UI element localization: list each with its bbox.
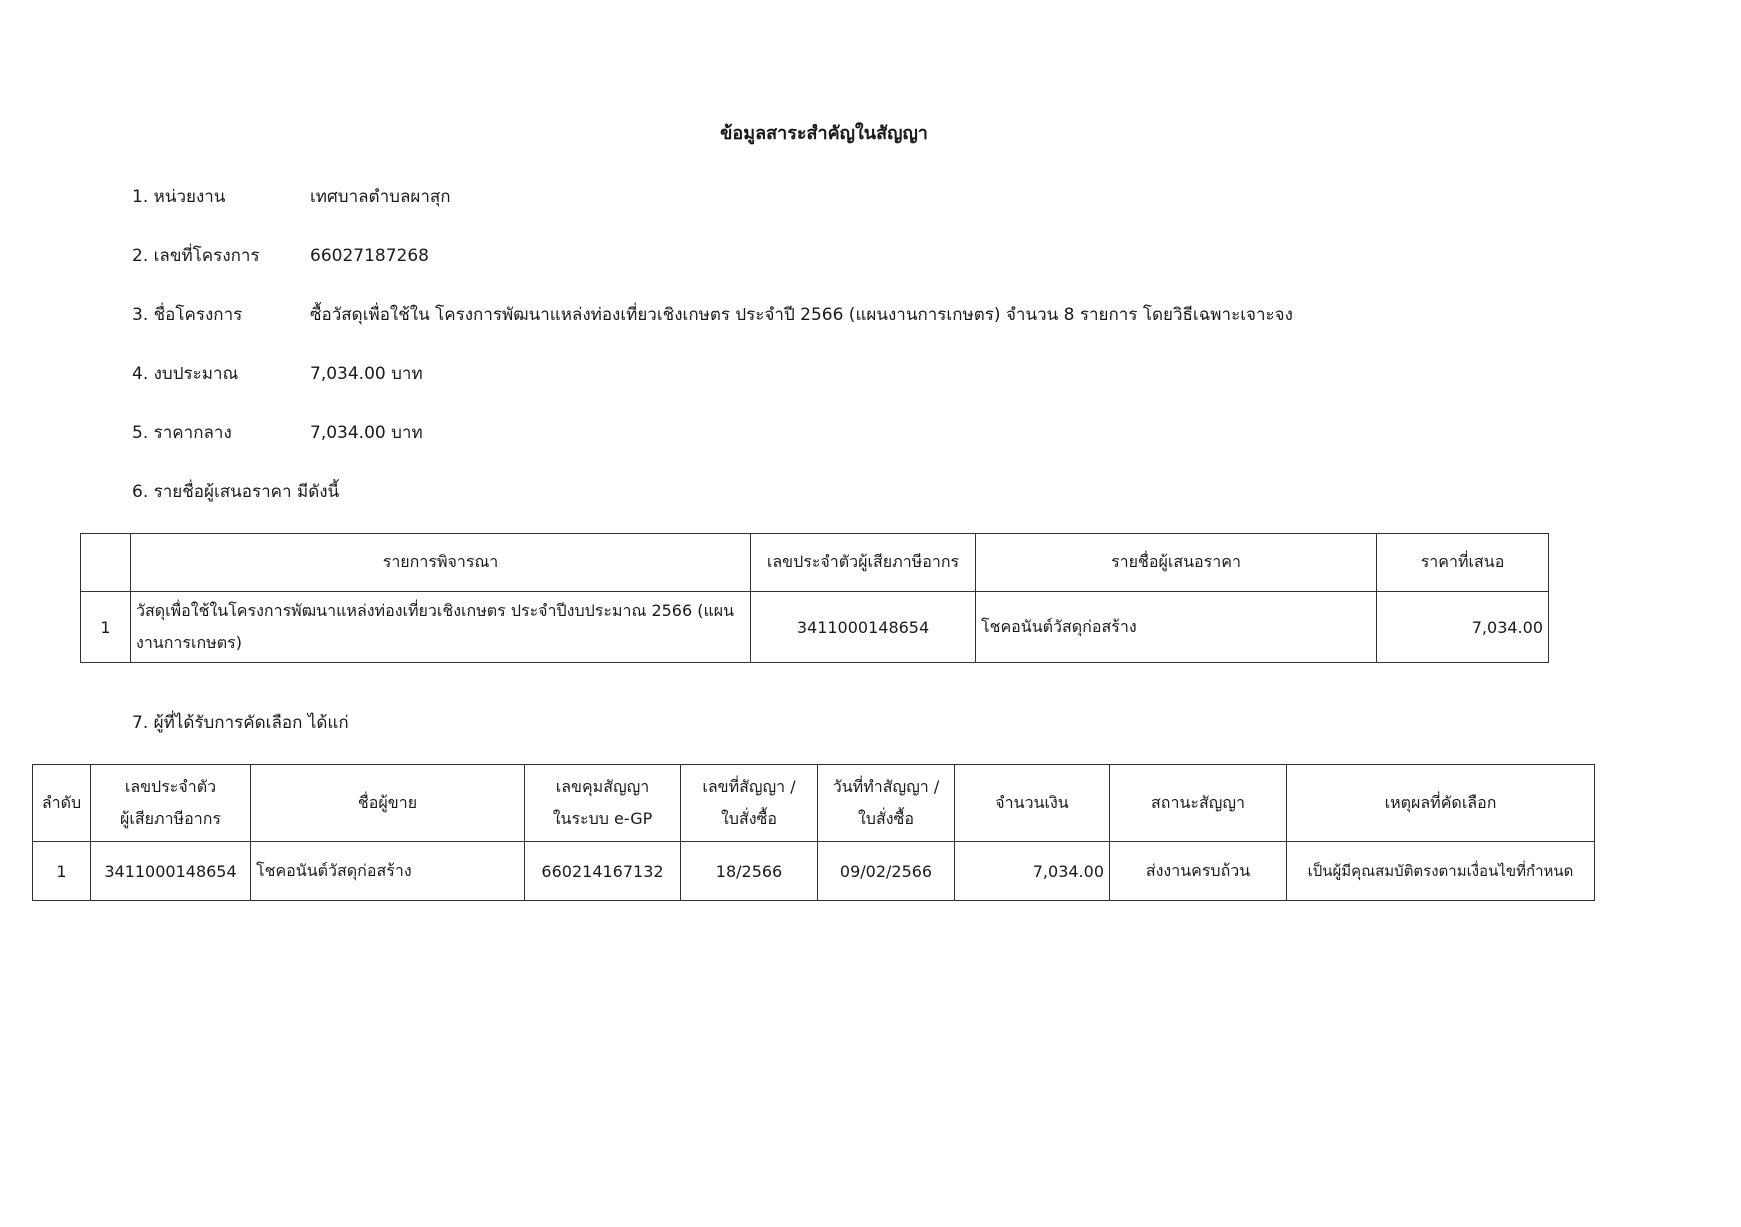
header-line: เลขคุมสัญญา (555, 777, 650, 796)
tax-id: 3411000148654 (751, 592, 976, 663)
section-6-heading: 6. รายชื่อผู้เสนอราคา มีดังนี้ (132, 482, 340, 502)
column-header-seq: ลำดับ (33, 765, 91, 842)
page-title: ข้อมูลสาระสำคัญในสัญญา (720, 123, 928, 144)
table-row (81, 592, 1549, 663)
column-header-seller: ชื่อผู้ขาย (251, 765, 525, 842)
column-header (81, 534, 131, 592)
header-line: เลขประจำตัว (124, 777, 217, 796)
info-label: 2. เลขที่โครงการ (132, 246, 260, 266)
column-header-reason: เหตุผลที่คัดเลือก (1287, 765, 1595, 842)
column-header: เลขประจำตัวผู้เสียภาษีอากร (751, 534, 976, 592)
section-7-heading: 7. ผู้ที่ได้รับการคัดเลือก ได้แก่ (132, 713, 349, 733)
column-header-control-no (525, 765, 681, 842)
column-header-amount: จำนวนเงิน (955, 765, 1110, 842)
info-value: 7,034.00 บาท (310, 364, 423, 384)
info-value: เทศบาลตำบลผาสุก (310, 187, 451, 207)
table-header-row (81, 534, 1549, 592)
bidder-name: โชคอนันต์วัสดุก่อสร้าง (976, 592, 1377, 663)
info-label: 3. ชื่อโครงการ (132, 305, 243, 325)
info-label: 1. หน่วยงาน (132, 187, 226, 207)
row-number: 1 (81, 592, 131, 663)
column-header-contract-no (681, 765, 818, 842)
header-line: ใบสั่งซื้อ (857, 809, 914, 828)
control-number: 660214167132 (525, 842, 681, 901)
column-header-contract-date (818, 765, 955, 842)
amount: 7,034.00 (955, 842, 1110, 901)
seq-number: 1 (33, 842, 91, 901)
header-line: ผู้เสียภาษีอากร (120, 809, 221, 828)
selection-reason: เป็นผู้มีคุณสมบัติตรงตามเงื่อนไขที่กำหนด (1287, 842, 1595, 901)
header-line: ใบสั่งซื้อ (720, 809, 777, 828)
info-label: 5. ราคากลาง (132, 423, 232, 443)
item-description: วัสดุเพื่อใช้ในโครงการพัฒนาแหล่งท่องเที่ยวเชิงเกษตร ประจำปีงบประมาณ 2566 (แผนงานการเกษตร) (131, 592, 751, 663)
offered-price: 7,034.00 (1377, 592, 1549, 663)
column-header: รายการพิจารณา (131, 534, 751, 592)
column-header-tax-id (91, 765, 251, 842)
column-header-status: สถานะสัญญา (1110, 765, 1287, 842)
contract-date: 09/02/2566 (818, 842, 955, 901)
contract-number: 18/2566 (681, 842, 818, 901)
info-label: 4. งบประมาณ (132, 364, 239, 384)
column-header: ราคาที่เสนอ (1377, 534, 1549, 592)
contract-status: ส่งงานครบถ้วน (1110, 842, 1287, 901)
info-value: ซื้อวัสดุเพื่อใช้ใน โครงการพัฒนาแหล่งท่องเที่ยวเชิงเกษตร ประจำปี 2566 (แผนงานการเกษตร) จำนวน 8 รายการ โดยวิธีเฉพาะเจาะจง (310, 305, 1293, 325)
column-header: รายชื่อผู้เสนอราคา (976, 534, 1377, 592)
bidder-table (80, 533, 1549, 663)
table-header-row (33, 765, 1595, 842)
info-value: 7,034.00 บาท (310, 423, 423, 443)
header-line: ในระบบ e-GP (552, 809, 653, 828)
header-line: วันที่ทำสัญญา / (832, 777, 940, 796)
info-value: 66027187268 (310, 246, 429, 266)
winner-table (32, 764, 1595, 901)
header-line: เลขที่สัญญา / (702, 777, 796, 796)
tax-id: 3411000148654 (91, 842, 251, 901)
table-row (33, 842, 1595, 901)
seller-name: โชคอนันต์วัสดุก่อสร้าง (251, 842, 525, 901)
